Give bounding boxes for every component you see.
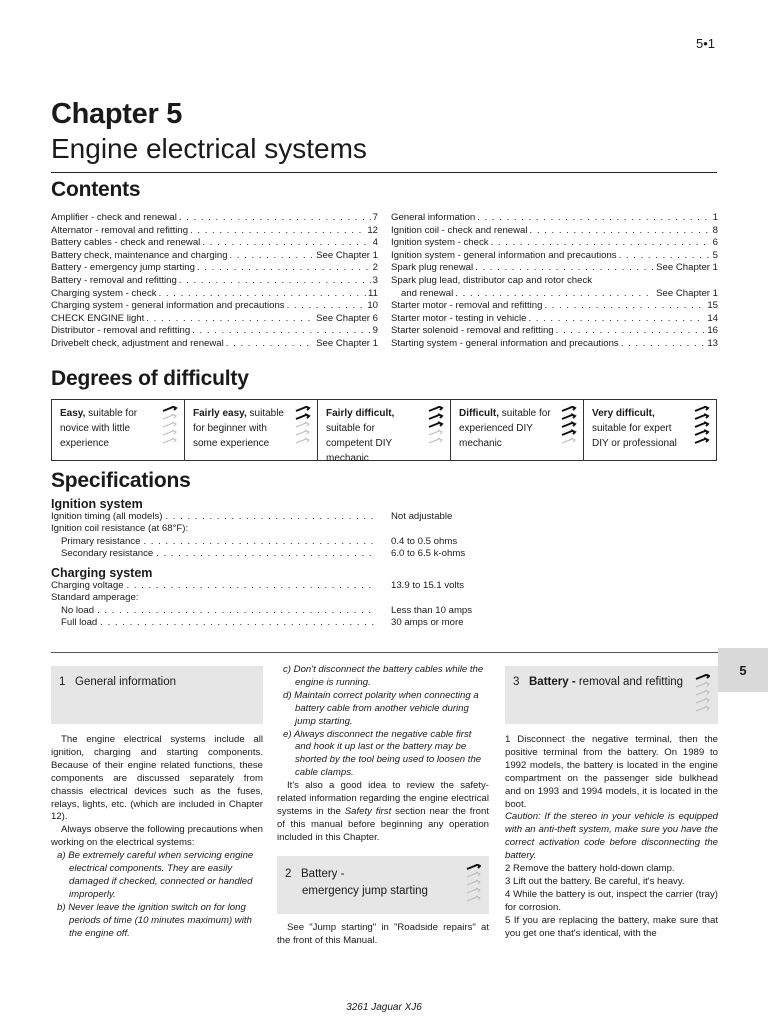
difficulty-description [60, 406, 152, 451]
contents-entry-page: See Chapter 1 [316, 337, 378, 349]
contents-entry [391, 250, 718, 263]
difficulty-description [459, 406, 551, 451]
contents-entry-page: 12 [367, 224, 378, 236]
section-1-title: General information [75, 676, 176, 688]
wrench-rating-icon [692, 406, 710, 450]
contents-entry [51, 237, 378, 250]
contents-entry [51, 225, 378, 238]
contents-entry-label: Charging system - check [51, 287, 157, 299]
caution: Caution: If the stereo in your vehicle is equipped with an anti-theft system, make sure you have the correct activation code before disconnecting the battery. [505, 811, 718, 862]
contents-entry-label: Alternator - removal and refitting [51, 224, 189, 236]
spec-label: Primary resistance [61, 535, 141, 547]
contents-entry-label: Spark plug lead, distributor cap and rotor check [391, 274, 593, 286]
specifications-heading: Specifications [51, 469, 191, 492]
difficulty-level [451, 400, 584, 460]
spec-subheading: Standard amperage: [51, 592, 139, 604]
contents-entry-page: 13 [707, 337, 718, 349]
contents-entry [391, 275, 718, 288]
spec-row [51, 536, 718, 549]
section-2-body [277, 922, 489, 948]
section-1-header [51, 666, 263, 724]
wrench-icon [465, 864, 481, 906]
contents-entry [51, 212, 378, 225]
section-2-number: 2 [285, 868, 292, 880]
spec-value: 30 amps or more [391, 617, 464, 629]
contents-entry-page: 1 [712, 212, 718, 223]
wrench-rating-icon [426, 406, 444, 450]
contents-entry-page: 8 [712, 224, 718, 236]
chapter-tab: 5 [718, 648, 768, 692]
contents-entry [391, 325, 718, 338]
spec-value: 6.0 to 6.5 k-ohms [391, 548, 466, 560]
section-3-title-bold: Battery - [529, 676, 576, 688]
difficulty-label: Very difficult, [592, 408, 655, 419]
paragraph: Always observe the following precautions when working on the electrical systems: [51, 824, 263, 849]
contents-entry-label: Spark plug renewal [391, 262, 474, 274]
difficulty-level [584, 400, 716, 460]
difficulty-heading: Degrees of difficulty [51, 367, 249, 390]
contents-entry-page: 4 [372, 237, 378, 249]
difficulty-description [193, 406, 285, 451]
precaution-d: d) Maintain correct polarity when connecting a battery cable from another vehicle during jump starting. [283, 689, 479, 727]
contents-entry-label: Charging system - general information and precautions [51, 300, 285, 312]
contents-entry [51, 338, 378, 351]
section-3-header [505, 666, 718, 724]
contents-entry-label: General information [391, 212, 476, 223]
difficulty-text: suitable for expert DIY or professional [592, 423, 677, 449]
step-5: 5 If you are replacing the battery, make sure that you get one that's identical, with the [505, 914, 718, 939]
contents-entry-label: Ignition system - check [391, 237, 489, 249]
contents-entry [391, 212, 718, 225]
step-1: 1 Disconnect the negative terminal, then the positive terminal from the battery. On 1989 to 1992 models, the battery is located in the engine compartment on the passenger side bulkhead and on 1993 and 1994 models, it is located in the boot. [505, 734, 718, 810]
section-rule [51, 652, 718, 653]
contents-entry [391, 300, 718, 313]
difficulty-level [318, 400, 451, 464]
contents-entry-label: Starter motor - removal and refitting [391, 300, 543, 312]
spec-row [51, 580, 718, 593]
difficulty-description [592, 406, 684, 451]
contents-entry [51, 275, 378, 288]
contents-entry-label: Drivebelt check, adjustment and renewal [51, 337, 224, 349]
contents-entry [391, 225, 718, 238]
contents-entry-page: See Chapter 1 [656, 262, 718, 274]
chapter-subtitle: Engine electrical systems [51, 133, 367, 164]
difficulty-level [52, 400, 185, 460]
contents-entry [391, 288, 718, 301]
difficulty-label: Fairly easy, [193, 408, 247, 419]
difficulty-text: suitable for novice with little experience [60, 408, 138, 449]
contents-entry-label: Amplifier - check and renewal [51, 212, 177, 223]
contents-entry-page: 6 [712, 237, 718, 249]
spec-label: Full load [61, 617, 98, 629]
section-3-number: 3 [513, 676, 520, 688]
contents-right-column [391, 212, 718, 351]
precaution-c: c) Don't disconnect the battery cables while the engine is running. [283, 664, 484, 688]
contents-entry-label: Starting system - general information and precautions [391, 337, 619, 349]
paragraph: The engine electrical systems include all ignition, charging and starting components. Because of their engine related functions, these components are discussed separately from chassis electrical devices such as the fuses, relays, lights, etc. (which are included in Chapter 12). [51, 734, 263, 823]
contents-entry [51, 300, 378, 313]
spec-label: Secondary resistance [61, 548, 154, 560]
contents-heading: Contents [51, 178, 141, 201]
difficulty-level [185, 400, 318, 460]
contents-entry-page: 15 [707, 300, 718, 312]
contents-entry-page: See Chapter 1 [316, 249, 378, 261]
footer-model: 3261 Jaguar XJ6 [346, 1002, 422, 1013]
spec-row [51, 617, 718, 630]
spec-value: Not adjustable [391, 510, 453, 522]
contents-entry-page: 16 [707, 325, 718, 337]
difficulty-label: Easy, [60, 408, 86, 419]
contents-entry [51, 288, 378, 301]
contents-entry-label: and renewal [401, 287, 454, 299]
spec-row [51, 511, 718, 524]
contents-entry-label: Ignition coil - check and renewal [391, 224, 528, 236]
section-1-number: 1 [59, 676, 66, 688]
contents-entry-label: Battery cables - check and renewal [51, 237, 201, 249]
difficulty-label: Difficult, [459, 408, 499, 419]
contents-entry-page: 10 [367, 300, 378, 312]
contents-entry [51, 262, 378, 275]
contents-entry-label: CHECK ENGINE light [51, 312, 145, 324]
wrench-rating-icon [160, 406, 178, 450]
contents-entry-page: 7 [372, 212, 378, 223]
section-1-body-cont [277, 664, 489, 845]
spec-row [51, 605, 718, 618]
contents-entry [391, 338, 718, 351]
step-4: 4 While the battery is out, inspect the carrier (tray) for corrosion. [505, 888, 718, 913]
contents-entry-label: Ignition system - general information and precautions [391, 249, 617, 261]
section-3-body [505, 734, 718, 941]
contents-entry-page: See Chapter 6 [316, 312, 378, 324]
difficulty-description [326, 406, 418, 466]
difficulty-text: suitable for experienced DIY mechanic [459, 408, 551, 449]
contents-entry [391, 262, 718, 275]
wrench-rating-icon [293, 406, 311, 450]
section-3-title: removal and refitting [575, 676, 684, 688]
step-2: 2 Remove the battery hold-down clamp. [505, 863, 675, 875]
contents-entry-page: 9 [372, 325, 378, 337]
precaution-e: e) Always disconnect the negative cable first and hook it up last or the battery may be shorted by the tool being used to loosen the cable clamps. [283, 728, 482, 779]
contents-entry-label: Battery - emergency jump starting [51, 262, 195, 274]
contents-entry-page: 11 [368, 287, 378, 299]
precaution-a: a) Be extremely careful when servicing engine electrical components. They are easily damaged if checked, connected or handled improperly. [57, 850, 254, 900]
spec-row [51, 548, 718, 561]
contents-entry [51, 325, 378, 338]
contents-entry [391, 313, 718, 326]
section-2-title-bold: Battery - [301, 868, 345, 880]
paragraph: It's also a good idea to review the safety-related information regarding the engine electrical systems in the Safety first section near the front of this manual before beginning any operation included in this Chapter. [277, 780, 490, 843]
charging-system-heading: Charging system [51, 565, 153, 580]
section-1-body [51, 734, 263, 941]
page-number: 5•1 [695, 36, 715, 51]
contents-entry-page: 3 [372, 274, 378, 286]
wrench-icon [694, 674, 710, 716]
contents-entry-label: Battery check, maintenance and charging [51, 249, 228, 261]
spec-label: No load [61, 604, 95, 616]
contents-entry [391, 237, 718, 250]
spec-label: Ignition timing (all models) [51, 510, 163, 522]
title-rule [51, 172, 717, 173]
spec-label: Charging voltage [51, 579, 124, 591]
spec-value: 0.4 to 0.5 ohms [391, 535, 458, 547]
specifications-block [51, 498, 718, 630]
contents-entry-label: Battery - removal and refitting [51, 274, 177, 286]
spec-subheading: Ignition coil resistance (at 68°F): [51, 523, 189, 535]
contents-entry [51, 250, 378, 263]
difficulty-text: suitable for competent DIY mechanic [326, 423, 392, 464]
difficulty-table [51, 399, 717, 464]
contents-entry-label: Starter motor - testing in vehicle [391, 312, 527, 324]
contents-entry-label: Distributor - removal and refitting [51, 325, 191, 337]
precaution-b: b) Never leave the ignition switch on for long periods of time (10 minutes maximum) with the engine off. [57, 901, 252, 939]
contents-entry-label: Starter solenoid - removal and refitting [391, 325, 554, 337]
contents-entry-page: See Chapter 1 [656, 287, 718, 299]
section-2-title: emergency jump starting [302, 885, 428, 897]
contents-entry-page: 2 [372, 262, 378, 274]
contents-entry [51, 313, 378, 326]
step-3: 3 Lift out the battery. Be careful, it's heavy. [505, 875, 685, 887]
difficulty-label: Fairly difficult, [326, 408, 395, 419]
wrench-rating-icon [559, 406, 577, 450]
chapter-title: Chapter 5 [51, 98, 183, 130]
section-2-header [277, 856, 489, 914]
contents-left-column [51, 212, 378, 351]
contents-entry-page: 5 [712, 249, 718, 261]
contents-entry-page: 14 [707, 312, 718, 324]
paragraph: See "Jump starting" in "Roadside repairs" at the front of this Manual. [277, 922, 489, 946]
difficulty-text: suitable for beginner with some experience [193, 408, 284, 449]
spec-value: Less than 10 amps [391, 604, 473, 616]
ignition-system-heading: Ignition system [51, 497, 143, 511]
spec-value: 13.9 to 15.1 volts [391, 579, 465, 591]
